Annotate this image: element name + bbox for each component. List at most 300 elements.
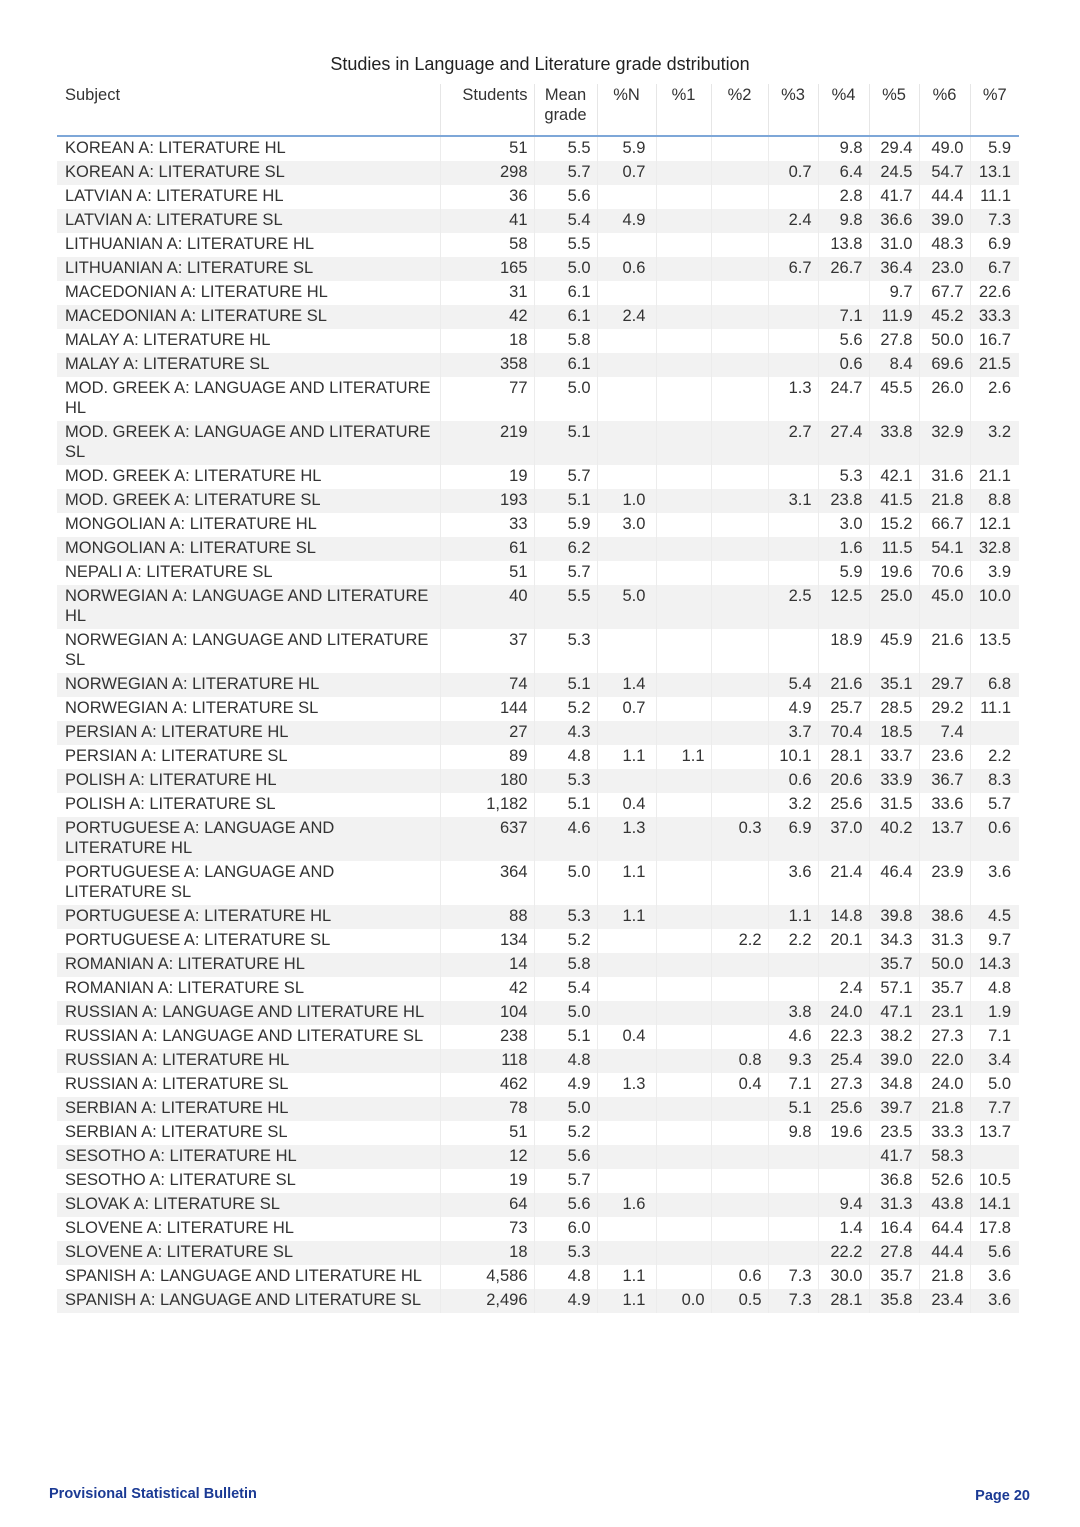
pct-3-cell bbox=[768, 465, 818, 489]
subject-cell: LATVIAN A: LITERATURE SL bbox=[57, 209, 440, 233]
pct-3-cell: 3.8 bbox=[768, 1001, 818, 1025]
pct-5-cell: 39.7 bbox=[869, 1097, 919, 1121]
pct-1-cell bbox=[656, 161, 711, 185]
pct-3-cell: 2.2 bbox=[768, 929, 818, 953]
pct-6-cell: 67.7 bbox=[919, 281, 970, 305]
students-cell: 462 bbox=[440, 1073, 534, 1097]
pct-5-cell: 35.1 bbox=[869, 673, 919, 697]
pct-6-cell: 24.0 bbox=[919, 1073, 970, 1097]
subject-cell: LATVIAN A: LITERATURE HL bbox=[57, 185, 440, 209]
pct-6-cell: 54.7 bbox=[919, 161, 970, 185]
mean-grade-cell: 6.1 bbox=[534, 305, 597, 329]
pct-6-cell: 27.3 bbox=[919, 1025, 970, 1049]
pct-6-cell: 33.6 bbox=[919, 793, 970, 817]
pct-7-cell: 10.5 bbox=[970, 1169, 1019, 1193]
mean-grade-cell: 5.6 bbox=[534, 1145, 597, 1169]
mean-grade-cell: 5.3 bbox=[534, 905, 597, 929]
pct-1-cell bbox=[656, 1265, 711, 1289]
pct-7-cell bbox=[970, 1145, 1019, 1169]
pct-2-cell bbox=[711, 793, 768, 817]
pct-3-cell bbox=[768, 977, 818, 1001]
pct-5-cell: 8.4 bbox=[869, 353, 919, 377]
pct-1-cell bbox=[656, 1097, 711, 1121]
pct-n-cell bbox=[597, 1241, 656, 1265]
students-cell: 358 bbox=[440, 353, 534, 377]
pct-7-cell: 9.7 bbox=[970, 929, 1019, 953]
pct-5-cell: 39.8 bbox=[869, 905, 919, 929]
pct-6-cell: 22.0 bbox=[919, 1049, 970, 1073]
students-cell: 14 bbox=[440, 953, 534, 977]
pct-7-cell: 5.6 bbox=[970, 1241, 1019, 1265]
students-cell: 180 bbox=[440, 769, 534, 793]
mean-grade-cell: 5.3 bbox=[534, 629, 597, 673]
table-row bbox=[57, 1145, 1019, 1169]
table-row bbox=[57, 1217, 1019, 1241]
pct-4-cell: 25.6 bbox=[818, 1097, 869, 1121]
table-row bbox=[57, 185, 1019, 209]
pct-6-cell: 43.8 bbox=[919, 1193, 970, 1217]
pct-6-cell: 23.6 bbox=[919, 745, 970, 769]
mean-grade-cell: 5.8 bbox=[534, 953, 597, 977]
pct-n-cell: 1.3 bbox=[597, 1073, 656, 1097]
pct-6-cell: 23.4 bbox=[919, 1289, 970, 1313]
pct-6-cell: 31.6 bbox=[919, 465, 970, 489]
pct-4-cell: 9.4 bbox=[818, 1193, 869, 1217]
mean-grade-cell: 5.8 bbox=[534, 329, 597, 353]
students-cell: 73 bbox=[440, 1217, 534, 1241]
pct-2-cell bbox=[711, 257, 768, 281]
pct-5-cell: 23.5 bbox=[869, 1121, 919, 1145]
pct-n-cell bbox=[597, 1001, 656, 1025]
table-row bbox=[57, 513, 1019, 537]
pct-1-cell bbox=[656, 629, 711, 673]
pct-n-cell: 1.1 bbox=[597, 1289, 656, 1313]
table-row bbox=[57, 769, 1019, 793]
students-cell: 78 bbox=[440, 1097, 534, 1121]
subject-cell: PORTUGUESE A: LANGUAGE AND LITERATURE SL bbox=[57, 861, 440, 905]
pct-1-cell bbox=[656, 136, 711, 161]
pct-n-cell bbox=[597, 465, 656, 489]
pct-n-cell bbox=[597, 353, 656, 377]
subject-cell: MOD. GREEK A: LANGUAGE AND LITERATURE SL bbox=[57, 421, 440, 465]
pct-3-cell bbox=[768, 537, 818, 561]
pct-3-cell: 1.1 bbox=[768, 905, 818, 929]
mean-grade-cell: 5.0 bbox=[534, 377, 597, 421]
pct-1-cell bbox=[656, 585, 711, 629]
pct-n-cell: 1.1 bbox=[597, 1265, 656, 1289]
column-header-pct-2: %2 bbox=[711, 84, 768, 136]
pct-2-cell bbox=[711, 281, 768, 305]
students-cell: 1,182 bbox=[440, 793, 534, 817]
subject-cell: MACEDONIAN A: LITERATURE SL bbox=[57, 305, 440, 329]
pct-1-cell bbox=[656, 697, 711, 721]
pct-4-cell: 5.3 bbox=[818, 465, 869, 489]
pct-3-cell: 2.5 bbox=[768, 585, 818, 629]
pct-1-cell bbox=[656, 561, 711, 585]
table-row bbox=[57, 233, 1019, 257]
pct-3-cell: 2.4 bbox=[768, 209, 818, 233]
pct-5-cell: 41.5 bbox=[869, 489, 919, 513]
students-cell: 27 bbox=[440, 721, 534, 745]
pct-n-cell bbox=[597, 1097, 656, 1121]
pct-2-cell bbox=[711, 465, 768, 489]
pct-1-cell bbox=[656, 905, 711, 929]
mean-grade-cell: 5.5 bbox=[534, 136, 597, 161]
pct-5-cell: 31.3 bbox=[869, 1193, 919, 1217]
pct-4-cell: 21.4 bbox=[818, 861, 869, 905]
pct-6-cell: 23.0 bbox=[919, 257, 970, 281]
table-row bbox=[57, 1289, 1019, 1313]
pct-7-cell: 7.1 bbox=[970, 1025, 1019, 1049]
pct-4-cell bbox=[818, 1145, 869, 1169]
pct-3-cell: 6.7 bbox=[768, 257, 818, 281]
mean-grade-cell: 5.1 bbox=[534, 1025, 597, 1049]
pct-7-cell: 6.7 bbox=[970, 257, 1019, 281]
pct-5-cell: 45.5 bbox=[869, 377, 919, 421]
pct-2-cell bbox=[711, 1121, 768, 1145]
pct-6-cell: 13.7 bbox=[919, 817, 970, 861]
pct-2-cell: 0.4 bbox=[711, 1073, 768, 1097]
pct-4-cell: 1.4 bbox=[818, 1217, 869, 1241]
students-cell: 19 bbox=[440, 465, 534, 489]
pct-4-cell: 14.8 bbox=[818, 905, 869, 929]
students-cell: 51 bbox=[440, 561, 534, 585]
pct-3-cell: 10.1 bbox=[768, 745, 818, 769]
subject-cell: SLOVENE A: LITERATURE SL bbox=[57, 1241, 440, 1265]
subject-cell: MOD. GREEK A: LANGUAGE AND LITERATURE HL bbox=[57, 377, 440, 421]
students-cell: 104 bbox=[440, 1001, 534, 1025]
subject-cell: MONGOLIAN A: LITERATURE SL bbox=[57, 537, 440, 561]
pct-2-cell: 0.8 bbox=[711, 1049, 768, 1073]
pct-2-cell bbox=[711, 421, 768, 465]
pct-4-cell: 13.8 bbox=[818, 233, 869, 257]
table-row bbox=[57, 1265, 1019, 1289]
pct-1-cell bbox=[656, 257, 711, 281]
pct-5-cell: 36.8 bbox=[869, 1169, 919, 1193]
pct-3-cell: 0.6 bbox=[768, 769, 818, 793]
pct-2-cell bbox=[711, 769, 768, 793]
pct-4-cell: 25.4 bbox=[818, 1049, 869, 1073]
subject-cell: RUSSIAN A: LITERATURE HL bbox=[57, 1049, 440, 1073]
pct-3-cell: 5.4 bbox=[768, 673, 818, 697]
pct-1-cell bbox=[656, 305, 711, 329]
subject-cell: MOD. GREEK A: LITERATURE SL bbox=[57, 489, 440, 513]
pct-2-cell bbox=[711, 1193, 768, 1217]
pct-7-cell: 5.9 bbox=[970, 136, 1019, 161]
pct-6-cell: 21.8 bbox=[919, 489, 970, 513]
table-row bbox=[57, 257, 1019, 281]
table-row bbox=[57, 136, 1019, 161]
table-row bbox=[57, 793, 1019, 817]
column-header-pct-3: %3 bbox=[768, 84, 818, 136]
pct-5-cell: 27.8 bbox=[869, 329, 919, 353]
pct-2-cell bbox=[711, 1169, 768, 1193]
mean-grade-cell: 5.1 bbox=[534, 673, 597, 697]
pct-7-cell: 17.8 bbox=[970, 1217, 1019, 1241]
pct-n-cell: 0.7 bbox=[597, 697, 656, 721]
pct-7-cell: 1.9 bbox=[970, 1001, 1019, 1025]
subject-cell: SLOVENE A: LITERATURE HL bbox=[57, 1217, 440, 1241]
pct-4-cell: 24.7 bbox=[818, 377, 869, 421]
pct-2-cell bbox=[711, 1241, 768, 1265]
table-row bbox=[57, 1241, 1019, 1265]
pct-2-cell bbox=[711, 953, 768, 977]
mean-grade-cell: 5.5 bbox=[534, 585, 597, 629]
pct-2-cell bbox=[711, 1217, 768, 1241]
students-cell: 364 bbox=[440, 861, 534, 905]
pct-n-cell bbox=[597, 953, 656, 977]
pct-7-cell: 12.1 bbox=[970, 513, 1019, 537]
pct-4-cell: 28.1 bbox=[818, 745, 869, 769]
mean-grade-cell: 5.7 bbox=[534, 465, 597, 489]
mean-grade-cell: 5.2 bbox=[534, 929, 597, 953]
pct-3-cell bbox=[768, 513, 818, 537]
pct-n-cell: 0.4 bbox=[597, 1025, 656, 1049]
subject-cell: PORTUGUESE A: LANGUAGE AND LITERATURE HL bbox=[57, 817, 440, 861]
subject-cell: SLOVAK A: LITERATURE SL bbox=[57, 1193, 440, 1217]
pct-3-cell bbox=[768, 329, 818, 353]
pct-6-cell: 23.1 bbox=[919, 1001, 970, 1025]
subject-cell: POLISH A: LITERATURE SL bbox=[57, 793, 440, 817]
pct-2-cell bbox=[711, 585, 768, 629]
pct-4-cell: 7.1 bbox=[818, 305, 869, 329]
pct-3-cell: 7.3 bbox=[768, 1265, 818, 1289]
pct-7-cell: 21.5 bbox=[970, 353, 1019, 377]
subject-cell: NORWEGIAN A: LITERATURE HL bbox=[57, 673, 440, 697]
pct-4-cell: 5.9 bbox=[818, 561, 869, 585]
mean-grade-cell: 4.6 bbox=[534, 817, 597, 861]
footer-bulletin-name: Provisional Statistical Bulletin bbox=[49, 1486, 257, 1502]
mean-grade-cell: 6.1 bbox=[534, 353, 597, 377]
column-header-pct-1: %1 bbox=[656, 84, 711, 136]
pct-3-cell bbox=[768, 561, 818, 585]
pct-2-cell: 2.2 bbox=[711, 929, 768, 953]
pct-5-cell: 29.4 bbox=[869, 136, 919, 161]
pct-6-cell: 39.0 bbox=[919, 209, 970, 233]
pct-4-cell bbox=[818, 281, 869, 305]
pct-5-cell: 18.5 bbox=[869, 721, 919, 745]
pct-6-cell: 36.7 bbox=[919, 769, 970, 793]
subject-cell: NEPALI A: LITERATURE SL bbox=[57, 561, 440, 585]
pct-6-cell: 23.9 bbox=[919, 861, 970, 905]
table-row bbox=[57, 629, 1019, 673]
pct-6-cell: 32.9 bbox=[919, 421, 970, 465]
pct-n-cell: 1.3 bbox=[597, 817, 656, 861]
pct-2-cell bbox=[711, 629, 768, 673]
table-row bbox=[57, 953, 1019, 977]
subject-cell: ROMANIAN A: LITERATURE HL bbox=[57, 953, 440, 977]
students-cell: 58 bbox=[440, 233, 534, 257]
subject-cell: SESOTHO A: LITERATURE HL bbox=[57, 1145, 440, 1169]
pct-n-cell: 0.7 bbox=[597, 161, 656, 185]
pct-2-cell bbox=[711, 697, 768, 721]
pct-3-cell: 3.2 bbox=[768, 793, 818, 817]
pct-n-cell bbox=[597, 929, 656, 953]
pct-2-cell bbox=[711, 136, 768, 161]
students-cell: 298 bbox=[440, 161, 534, 185]
pct-3-cell bbox=[768, 1145, 818, 1169]
pct-1-cell bbox=[656, 513, 711, 537]
pct-5-cell: 34.8 bbox=[869, 1073, 919, 1097]
pct-2-cell bbox=[711, 905, 768, 929]
pct-2-cell bbox=[711, 561, 768, 585]
subject-cell: NORWEGIAN A: LANGUAGE AND LITERATURE HL bbox=[57, 585, 440, 629]
students-cell: 41 bbox=[440, 209, 534, 233]
table-row bbox=[57, 1025, 1019, 1049]
subject-cell: PERSIAN A: LITERATURE HL bbox=[57, 721, 440, 745]
pct-3-cell: 0.7 bbox=[768, 161, 818, 185]
students-cell: 118 bbox=[440, 1049, 534, 1073]
pct-6-cell: 21.8 bbox=[919, 1097, 970, 1121]
students-cell: 37 bbox=[440, 629, 534, 673]
table-row bbox=[57, 561, 1019, 585]
pct-4-cell: 25.7 bbox=[818, 697, 869, 721]
mean-grade-cell: 5.5 bbox=[534, 233, 597, 257]
mean-grade-cell: 5.0 bbox=[534, 257, 597, 281]
students-cell: 2,496 bbox=[440, 1289, 534, 1313]
subject-cell: RUSSIAN A: LANGUAGE AND LITERATURE SL bbox=[57, 1025, 440, 1049]
pct-4-cell: 19.6 bbox=[818, 1121, 869, 1145]
pct-1-cell bbox=[656, 1121, 711, 1145]
pct-6-cell: 33.3 bbox=[919, 1121, 970, 1145]
pct-7-cell: 33.3 bbox=[970, 305, 1019, 329]
pct-1-cell bbox=[656, 769, 711, 793]
pct-3-cell: 7.1 bbox=[768, 1073, 818, 1097]
pct-2-cell: 0.3 bbox=[711, 817, 768, 861]
table-row bbox=[57, 697, 1019, 721]
pct-2-cell bbox=[711, 489, 768, 513]
subject-cell: MOD. GREEK A: LITERATURE HL bbox=[57, 465, 440, 489]
pct-1-cell bbox=[656, 1025, 711, 1049]
pct-3-cell bbox=[768, 1217, 818, 1241]
pct-5-cell: 38.2 bbox=[869, 1025, 919, 1049]
pct-4-cell: 37.0 bbox=[818, 817, 869, 861]
mean-grade-cell: 4.8 bbox=[534, 1265, 597, 1289]
students-cell: 33 bbox=[440, 513, 534, 537]
students-cell: 88 bbox=[440, 905, 534, 929]
table-row bbox=[57, 305, 1019, 329]
pct-2-cell bbox=[711, 329, 768, 353]
pct-6-cell: 58.3 bbox=[919, 1145, 970, 1169]
pct-5-cell: 33.7 bbox=[869, 745, 919, 769]
subject-cell: ROMANIAN A: LITERATURE SL bbox=[57, 977, 440, 1001]
pct-7-cell: 6.8 bbox=[970, 673, 1019, 697]
pct-3-cell bbox=[768, 953, 818, 977]
mean-grade-cell: 5.6 bbox=[534, 1193, 597, 1217]
pct-7-cell: 8.3 bbox=[970, 769, 1019, 793]
pct-7-cell: 11.1 bbox=[970, 185, 1019, 209]
pct-1-cell bbox=[656, 793, 711, 817]
table-row bbox=[57, 465, 1019, 489]
pct-2-cell bbox=[711, 513, 768, 537]
pct-n-cell bbox=[597, 1121, 656, 1145]
table-row bbox=[57, 1049, 1019, 1073]
subject-cell: KOREAN A: LITERATURE SL bbox=[57, 161, 440, 185]
pct-5-cell: 11.9 bbox=[869, 305, 919, 329]
pct-n-cell: 1.1 bbox=[597, 861, 656, 905]
pct-4-cell: 9.8 bbox=[818, 136, 869, 161]
mean-grade-cell: 5.4 bbox=[534, 209, 597, 233]
pct-5-cell: 45.9 bbox=[869, 629, 919, 673]
mean-grade-cell: 5.0 bbox=[534, 1001, 597, 1025]
pct-3-cell bbox=[768, 185, 818, 209]
grade-distribution-table bbox=[57, 84, 1019, 1313]
pct-4-cell: 2.8 bbox=[818, 185, 869, 209]
column-header-pct-5: %5 bbox=[869, 84, 919, 136]
pct-2-cell bbox=[711, 209, 768, 233]
pct-4-cell: 21.6 bbox=[818, 673, 869, 697]
table-row bbox=[57, 161, 1019, 185]
pct-n-cell bbox=[597, 769, 656, 793]
students-cell: 238 bbox=[440, 1025, 534, 1049]
pct-5-cell: 41.7 bbox=[869, 185, 919, 209]
pct-2-cell bbox=[711, 1097, 768, 1121]
mean-grade-cell: 5.3 bbox=[534, 769, 597, 793]
pct-2-cell bbox=[711, 977, 768, 1001]
pct-7-cell: 10.0 bbox=[970, 585, 1019, 629]
pct-n-cell bbox=[597, 281, 656, 305]
footer-page-number: Page 20 bbox=[975, 1488, 1030, 1504]
pct-1-cell bbox=[656, 1049, 711, 1073]
pct-7-cell: 4.8 bbox=[970, 977, 1019, 1001]
pct-1-cell bbox=[656, 673, 711, 697]
mean-grade-cell: 6.0 bbox=[534, 1217, 597, 1241]
mean-grade-cell: 5.1 bbox=[534, 421, 597, 465]
pct-1-cell bbox=[656, 1169, 711, 1193]
pct-2-cell bbox=[711, 1025, 768, 1049]
table-row bbox=[57, 977, 1019, 1001]
pct-n-cell bbox=[597, 233, 656, 257]
pct-3-cell: 4.6 bbox=[768, 1025, 818, 1049]
pct-1-cell bbox=[656, 953, 711, 977]
pct-5-cell: 47.1 bbox=[869, 1001, 919, 1025]
column-header-mean-grade: Mean grade bbox=[534, 84, 597, 136]
pct-3-cell: 4.9 bbox=[768, 697, 818, 721]
subject-cell: SERBIAN A: LITERATURE SL bbox=[57, 1121, 440, 1145]
pct-n-cell: 3.0 bbox=[597, 513, 656, 537]
pct-7-cell: 22.6 bbox=[970, 281, 1019, 305]
pct-1-cell bbox=[656, 817, 711, 861]
table-row bbox=[57, 1169, 1019, 1193]
pct-5-cell: 31.0 bbox=[869, 233, 919, 257]
table-row bbox=[57, 861, 1019, 905]
pct-1-cell bbox=[656, 185, 711, 209]
pct-3-cell bbox=[768, 305, 818, 329]
pct-1-cell bbox=[656, 209, 711, 233]
subject-cell: MONGOLIAN A: LITERATURE HL bbox=[57, 513, 440, 537]
pct-3-cell: 9.3 bbox=[768, 1049, 818, 1073]
pct-3-cell: 9.8 bbox=[768, 1121, 818, 1145]
pct-5-cell: 24.5 bbox=[869, 161, 919, 185]
students-cell: 165 bbox=[440, 257, 534, 281]
pct-3-cell: 3.1 bbox=[768, 489, 818, 513]
pct-6-cell: 49.0 bbox=[919, 136, 970, 161]
pct-2-cell bbox=[711, 537, 768, 561]
pct-2-cell bbox=[711, 305, 768, 329]
mean-grade-cell: 4.9 bbox=[534, 1289, 597, 1313]
pct-7-cell: 3.6 bbox=[970, 1265, 1019, 1289]
pct-6-cell: 69.6 bbox=[919, 353, 970, 377]
pct-n-cell bbox=[597, 1049, 656, 1073]
pct-5-cell: 41.7 bbox=[869, 1145, 919, 1169]
students-cell: 637 bbox=[440, 817, 534, 861]
students-cell: 42 bbox=[440, 977, 534, 1001]
pct-7-cell: 5.0 bbox=[970, 1073, 1019, 1097]
students-cell: 42 bbox=[440, 305, 534, 329]
pct-6-cell: 38.6 bbox=[919, 905, 970, 929]
pct-5-cell: 36.6 bbox=[869, 209, 919, 233]
mean-grade-cell: 6.1 bbox=[534, 281, 597, 305]
